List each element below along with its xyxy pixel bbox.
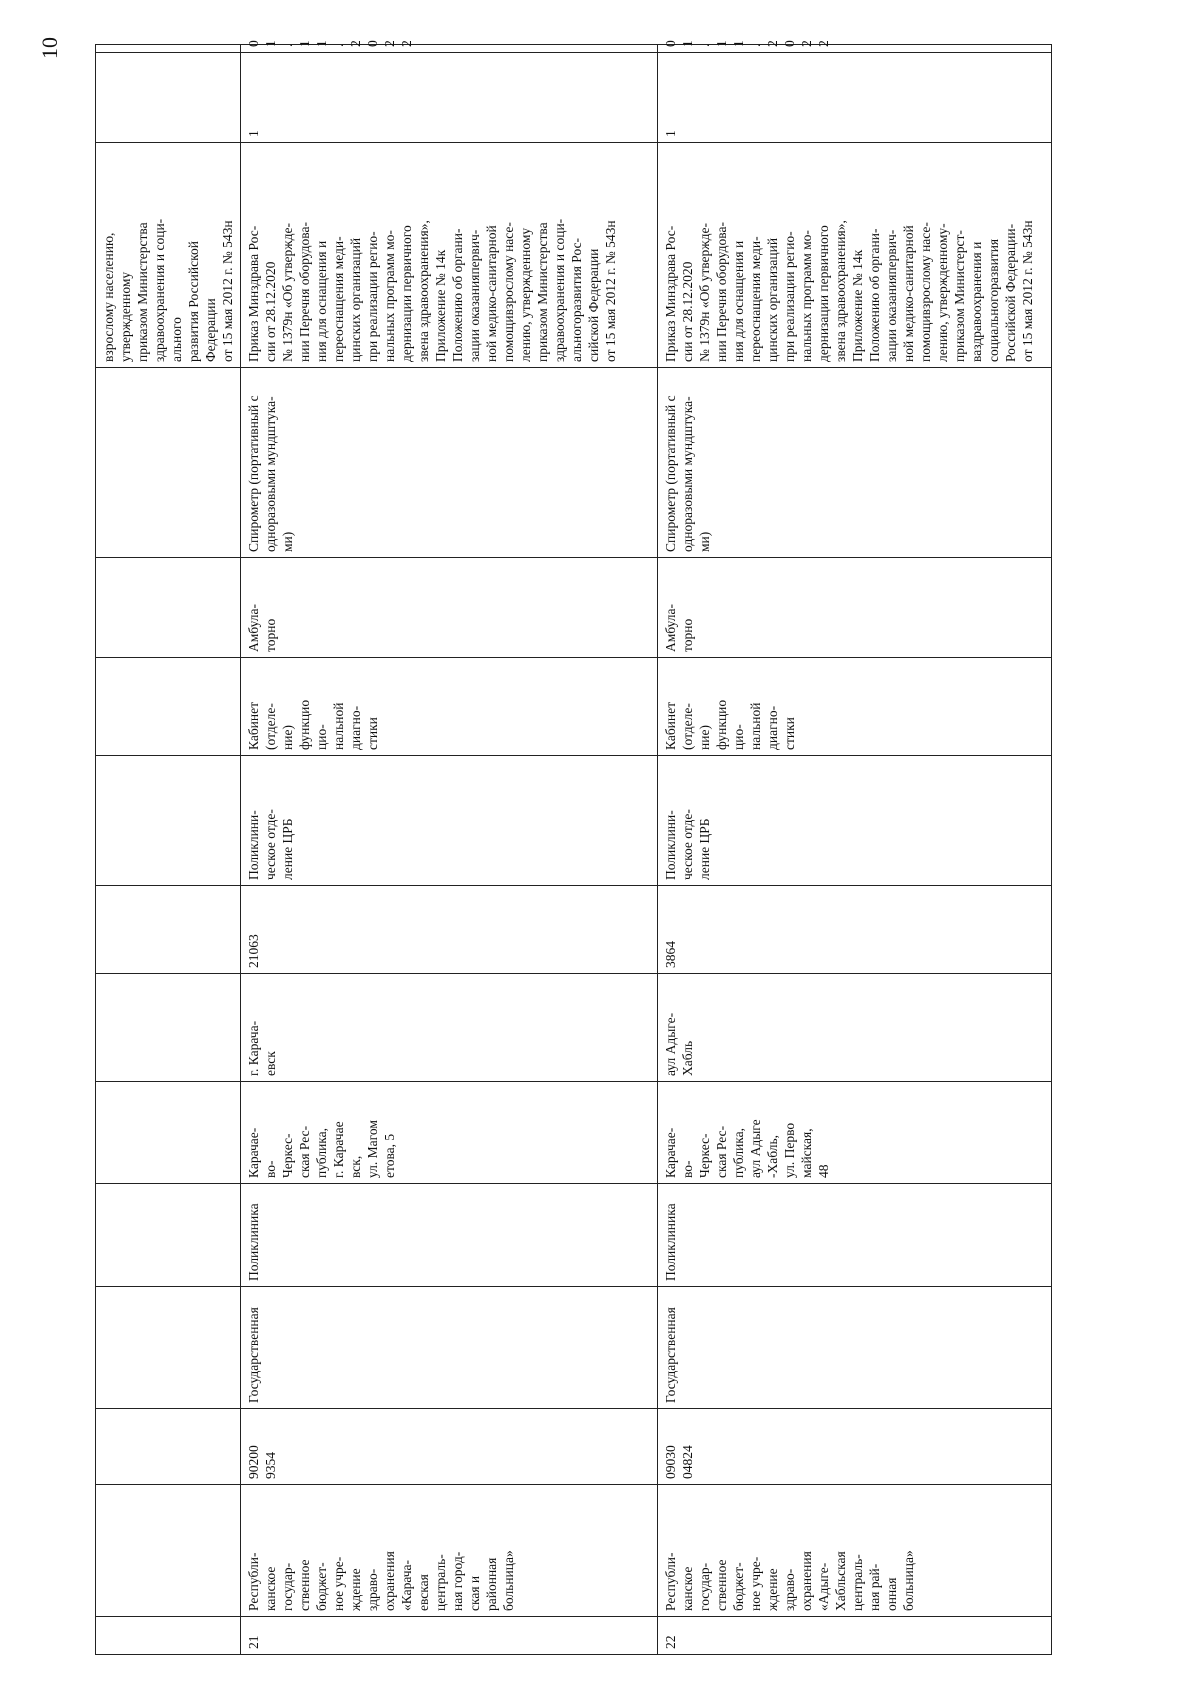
ownership-cell: Государственная [658,1287,1052,1409]
population-cell: 3864 [658,886,1052,974]
address-cell: Карачае- во- Черкес- ская Рес- публика, аул Адыге -Хабль, ул. Перво майская, 48 [658,1082,1052,1184]
condition-cell: Амбула- торно [658,558,1052,658]
date-cell: 01.11.2022 [658,45,1052,53]
inn-cell: 90200 9354 [241,1409,658,1485]
table-row [658,45,1052,1655]
population-cell: 21063 [241,886,658,974]
basis-cell: Приказ Минздрава Рос- сии от 28.12.2020 № 1379н «Об утвержде- нии Перечня оборудова- ния для оснащения и переоснащения меди- цинских организаций при реализации регио- нальных программ мо- дернизации первичного звена здравоохранения», Приложение № 14к Положению об органи- зации оказанияпервич- ной медико-санитарной помощивзрослому насе- лению, утвержденному- приказом Министерст- ваздравоохранения и социальногоразвития Российской Федерации- от 15 мая 2012 г. № 543н [658,143,1052,368]
basis-cell: взрослому населению, утвержденному приказом Министерства здравоохранения и соци- ального развития Российской Федерации от 15 мая 2012 г. № 543н [96,143,241,368]
condition-cell: Амбула- торно [241,558,658,658]
organization-cell: Республи- канское государ- ственное бюджет- ное учре- ждение здраво- охранения «Адыге- Хабльская централь- ная рай- онная больница» [658,1485,1052,1617]
ownership-cell: Государственная [241,1287,658,1409]
basis-cell: Приказ Минздрава Рос- сии от 28.12.2020 № 1379н «Об утвержде- нии Перечня оборудова- ния для оснащения и переоснащения меди- цинских организаций при реализации регио- нальных программ мо- дернизации первичного звена здравоохранения», Приложение № 14к Положению об органи- зации оказанияпервич- ной медико-санитарной помощивзрослому насе- лению, утвержденному приказом Министерства здравоохранения и соци- альногоразвития Рос- сийской Федерации от 15 мая 2012 г. № 543н [241,143,658,368]
quantity-cell: 1 [241,53,658,143]
page-number: 10 [37,37,62,59]
cabinet-cell: Кабинет (отделе- ние) функцио цио- нальной диагно- стики [658,658,1052,756]
row-number: 21 [241,1617,658,1655]
cabinet-cell: Кабинет (отделе- ние) функцио цио- нальной диагно- стики [241,658,658,756]
inn-cell: 09030 04824 [658,1409,1052,1485]
table-row [241,45,658,1655]
division-cell: Поликлини- ческое отде- ление ЦРБ [241,756,658,886]
document-page [37,37,1080,1655]
equipment-cell: Спирометр (портативный с одноразовыми мундштука- ми) [658,368,1052,558]
organization-cell: Республи- канское государ- ственное бюджет- ное учре- ждение здраво- охранения «Карача- евская централь- ная город- ская и районная больница» [241,1485,658,1617]
equipment-table [95,40,1052,1655]
locality-cell: г. Карача- евск [241,974,658,1082]
facility-type-cell: Поликлиника [241,1184,658,1287]
facility-type-cell: Поликлиника [658,1184,1052,1287]
equipment-cell: Спирометр (портативный с одноразовыми мундштука- ми) [241,368,658,558]
date-cell: 01.11.2022 [241,45,658,53]
table-row-continuation [96,45,241,1655]
row-number: 22 [658,1617,1052,1655]
division-cell: Поликлини- ческое отде- ление ЦРБ [658,756,1052,886]
quantity-cell: 1 [658,53,1052,143]
locality-cell: аул Адыге- Хабль [658,974,1052,1082]
address-cell: Карачае- во- Черкес- ская Рес- публика, г. Карачае вск, ул. Магом етова, 5 [241,1082,658,1184]
